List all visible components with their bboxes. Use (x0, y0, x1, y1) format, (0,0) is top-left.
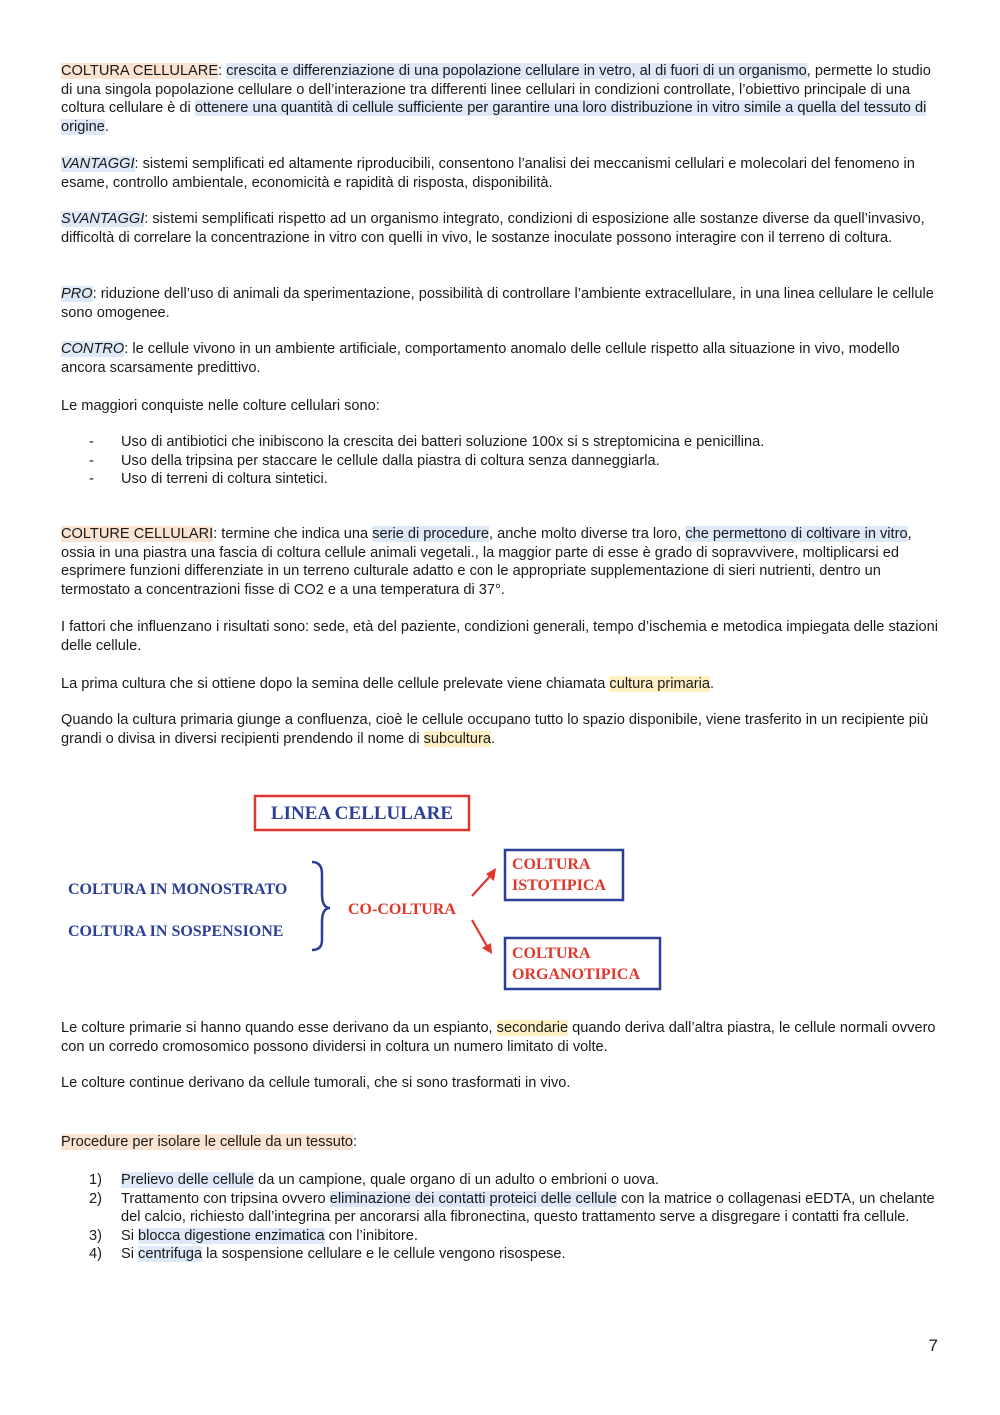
text: con la matrice o collagenasi eEDTA, un chelante del calcio, richiesto dall’integrina per ancorarsi alla fibronectina, questo trattamento serve a disgregare i contatti fra cellule. (121, 1190, 935, 1226)
highlight: Prelievo delle cellule (121, 1172, 255, 1188)
text: : sistemi semplificati ed altamente riproducibili, consentono l’analisi dei meccanismi cellulari e molecolari del fenomeno in esame, controllo ambientale, economicità e rapidità di risposta, disponibilità. (61, 156, 915, 191)
text: la sospensione cellulare e le cellule vengono risospese. (202, 1246, 566, 1263)
list-item (61, 1190, 939, 1227)
highlight-procedure: Procedure per isolare le cellule da un tessuto (61, 1134, 354, 1150)
list-marker: - (89, 434, 94, 450)
label-istotipica-1: COLTURA (512, 856, 591, 873)
paragraph-subcultura (61, 711, 939, 748)
text: Trattamento con tripsina ovvero (121, 1190, 330, 1207)
text: : (353, 1134, 358, 1150)
paragraph-svantaggi (61, 210, 939, 247)
label-organotipica-1: COLTURA (512, 945, 591, 962)
list-procedure (61, 1171, 939, 1264)
term-contro: CONTRO (61, 341, 125, 357)
list-item (61, 1171, 939, 1190)
term-coltura-cellulare: COLTURA CELLULARE (61, 63, 219, 79)
paragraph-cultura-primaria (61, 675, 939, 694)
list-item (61, 470, 939, 489)
label-coltura-monostrato: COLTURA IN MONOSTRATO (68, 881, 288, 898)
paragraph-pro (61, 285, 939, 322)
text: Le colture primarie si hanno quando esse derivano da un espianto, (61, 1020, 497, 1036)
list-number: 2) (89, 1190, 102, 1207)
text: , anche molto diverse tra loro, (489, 526, 686, 542)
highlight: che permettono di coltivare in vitro (685, 526, 908, 542)
list-marker: - (89, 452, 94, 469)
paragraph-colture-continue: Le colture continue derivano da cellule tumorali, che si sono trasformati in vivo. (61, 1075, 571, 1091)
text: : le cellule vivono in un ambiente artificiale, comportamento anomalo delle cellule rispetto alla situazione in vivo, modello ancora scarsamente predittivo. (61, 341, 900, 376)
label-organotipica-2: ORGANOTIPICA (512, 966, 641, 983)
list-item (61, 452, 939, 471)
text: . (104, 118, 109, 135)
highlight: centrifuga (138, 1246, 203, 1263)
list-number: 3) (89, 1227, 102, 1244)
term-pro: PRO (61, 286, 93, 302)
term-vantaggi: VANTAGGI (61, 156, 135, 172)
brace-icon (312, 862, 330, 950)
term-svantaggi: SVANTAGGI (61, 211, 145, 227)
list-item-text: Uso di terreni di coltura sintetici. (121, 471, 328, 488)
paragraph-vantaggi (61, 155, 939, 192)
list-item (61, 1245, 939, 1264)
highlight-secondarie: secondarie (496, 1020, 569, 1036)
text: da un campione, quale organo di un adulto o embrioni o uova. (254, 1172, 659, 1188)
arrow-up-line (472, 874, 492, 896)
highlight: blocca digestione enzimatica (138, 1227, 325, 1244)
text: Quando la cultura primaria giunge a confluenza, cioè le cellule occupano tutto lo spazio disponibile, viene trasferito in un recipiente più grandi o divisa in diversi recipienti prendendo il nome di (61, 712, 929, 747)
highlight: serie di procedure (372, 526, 490, 542)
text: : termine che indica una (213, 526, 373, 542)
list-number: 1) (89, 1172, 102, 1188)
paragraph-conquiste: Le maggiori conquiste nelle colture cellulari sono: (61, 398, 380, 414)
text: : sistemi semplificati rispetto ad un organismo integrato, condizioni di esposizione alle sostanze diverse da quell’invasivo, difficoltà di correlare la concentrazione in vitro con quelli in vivo, le sostanze inoculate possono interagire con il terreno di coltura. (61, 211, 925, 246)
list-item-text: Uso della tripsina per staccare le cellule dalla piastra di coltura senza danneggiarla. (121, 452, 660, 469)
text: . (709, 676, 715, 692)
highlight: crescita e differenziazione di una popolazione cellulare in vetro, al di fuori di un organismo (226, 63, 807, 79)
highlight: ottenere una quantità di cellule sufficiente per garantire una loro distribuzione in vitro simile a quella del tessuto di origine (61, 100, 927, 135)
heading-procedure (61, 1133, 939, 1152)
highlight-subcultura: subcultura (423, 730, 491, 747)
list-conquiste (61, 433, 939, 489)
term-colture-cellulari: COLTURE CELLULARI (61, 526, 214, 542)
text: . (490, 730, 496, 747)
text: : riduzione dell’uso di animali da sperimentazione, possibilità di controllare l’ambiente extracellulare, in una linea cellulare le cellule sono omogenee. (61, 286, 934, 321)
text: , ossia in una piastra una fascia di coltura cellule animali vegetali., la maggior parte di esse è grado di sopravvivere, moltiplicarsi ed esprimere funzioni differenziate in un terreno culturale adatto e con le appropriate supplementazione di sieri nutrienti, dentro un termostato a concentrazioni fisse di CO2 e a una temperatura di 37°. (61, 526, 912, 598)
label-coltura-sospensione: COLTURA IN SOSPENSIONE (68, 923, 284, 940)
label-istotipica-2: ISTOTIPICA (512, 877, 606, 894)
text: : (218, 63, 227, 79)
page-number: 7 (928, 1336, 938, 1355)
paragraph-secondarie (61, 1019, 939, 1056)
arrow-down-line (472, 920, 488, 948)
text: Si (121, 1227, 139, 1244)
text: quando deriva dall’altra piastra, le cellule normali ovvero con un corredo cromosomico possono dividersi in coltura un numero limitato di volte. (61, 1020, 936, 1055)
highlight: eliminazione dei contatti proteici delle cellule (329, 1190, 617, 1207)
label-co-coltura: CO-COLTURA (348, 901, 456, 918)
paragraph-coltura-cellulare (61, 62, 939, 136)
cell-culture-diagram (60, 790, 700, 1000)
text: , permette lo studio di una singola popolazione cellulare o dell’interazione tra differenti linee cellulari in condizioni controllate, l’obiettivo principale di una coltura cellulare è di (61, 63, 931, 117)
list-item (61, 433, 939, 452)
text: Si (121, 1246, 139, 1263)
label-linea-cellulare: LINEA CELLULARE (270, 803, 454, 824)
list-item-text: Uso di antibiotici che inibiscono la crescita dei batteri soluzione 100x si s streptomicina e penicillina. (121, 434, 765, 450)
list-item (61, 1227, 939, 1246)
paragraph-colture-cellulari (61, 525, 939, 599)
paragraph-contro (61, 340, 939, 377)
list-number: 4) (89, 1246, 102, 1263)
highlight-cultura-primaria: cultura primaria (609, 676, 710, 692)
paragraph-fattori: I fattori che influenzano i risultati sono: sede, età del paziente, condizioni generali, tempo d’ischemia e metodica impiegata delle stazioni delle cellule. (61, 619, 938, 654)
text: La prima cultura che si ottiene dopo la semina delle cellule prelevate viene chiamata (61, 676, 610, 692)
list-marker: - (89, 471, 94, 488)
text: con l’inibitore. (324, 1227, 418, 1244)
